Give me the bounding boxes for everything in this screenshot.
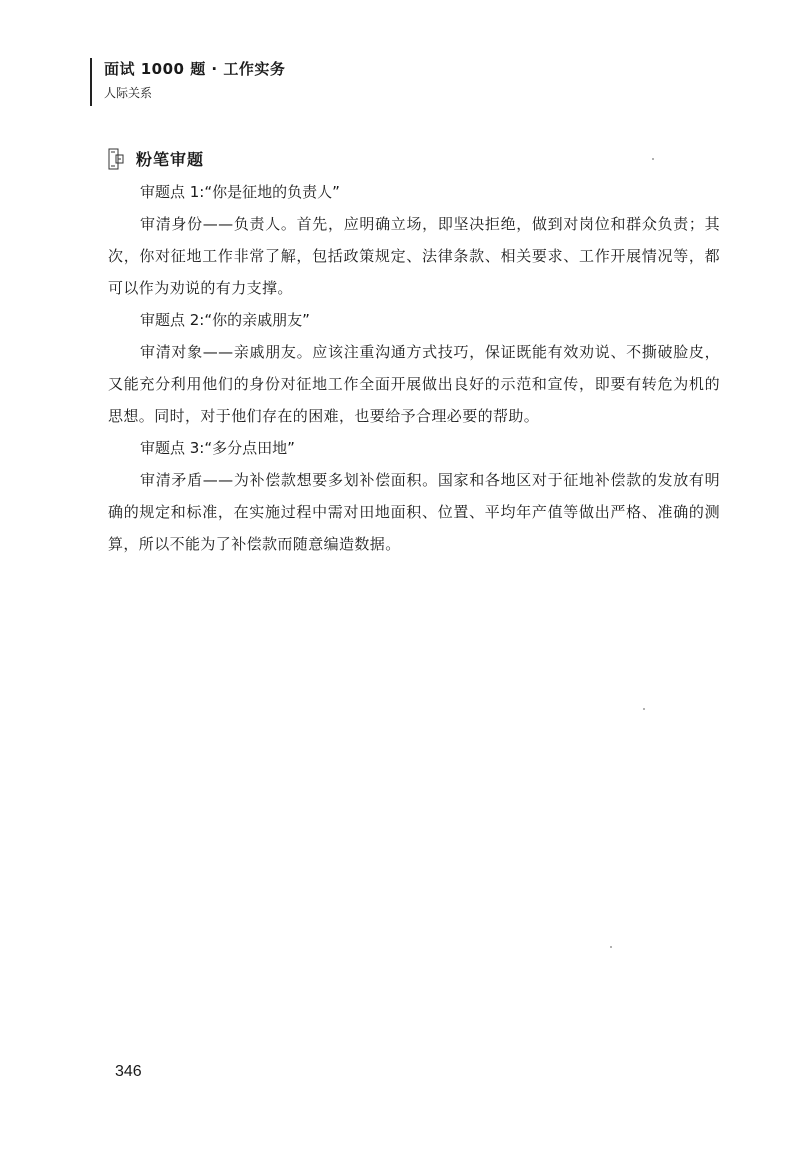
scan-speck [643,708,645,710]
point-heading-2: 审题点 2:“你的亲戚朋友” [140,311,310,329]
point-body-1: 审清身份——负责人。首先，应明确立场，即坚决拒绝，做到对岗位和群众负责；其次，你对征地工作非常了解，包括政策规定、法律条款、相关要求、工作开展情况等，都可以作为劝说的有力支撑。 [108,215,720,297]
running-header [90,58,285,106]
chapter-title: 人际关系 [104,86,153,100]
page-number: 346 [115,1063,142,1080]
main-content [108,176,720,560]
section-label: 粉笔审题 [136,150,205,169]
scan-speck [610,946,612,948]
point-body-2: 审清对象——亲戚朋友。应该注重沟通方式技巧，保证既能有效劝说、不撕破脸皮，又能充分利用他们的身份对征地工作全面开展做出良好的示范和宣传，即要有转危为机的思想。同时，对于他们存在的困难，也要给予合理必要的帮助。 [108,343,720,425]
point-body-3: 审清矛盾——为补偿款想要多划补偿面积。国家和各地区对于征地补偿款的发放有明确的规定和标准，在实施过程中需对田地面积、位置、平均年产值等做出严格、准确的测算，所以不能为了补偿款而随意编造数据。 [108,471,720,553]
scan-speck [652,158,654,160]
book-title: 面试 1000 题 · 工作实务 [104,60,286,78]
book-icon [108,148,124,170]
point-heading-1: 审题点 1:“你是征地的负责人” [140,183,340,201]
point-heading-3: 审题点 3:“多分点田地” [140,439,295,457]
section-heading [108,147,204,170]
